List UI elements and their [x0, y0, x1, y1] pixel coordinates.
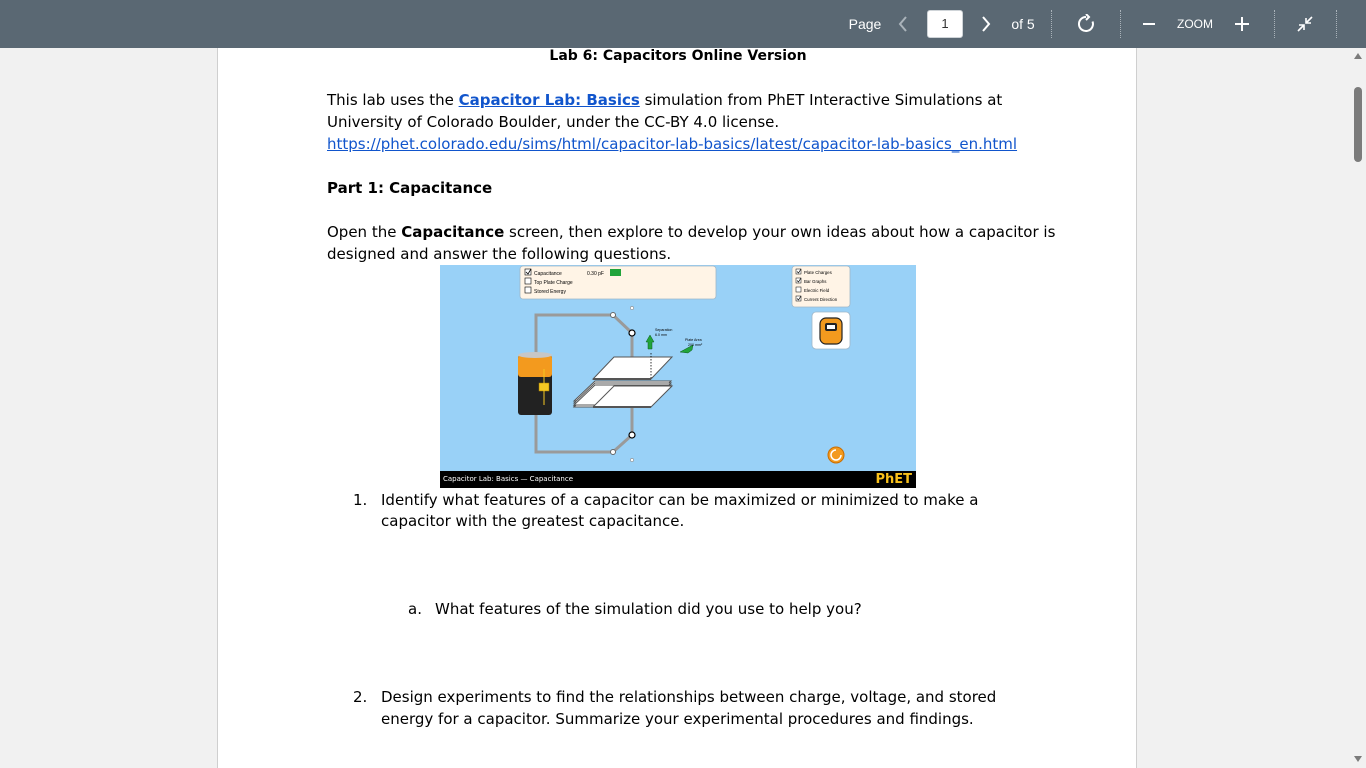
scroll-up-arrow-icon[interactable] — [1354, 53, 1362, 59]
question-2-number: 2. — [353, 688, 368, 706]
sim-electric-field-label: Electric Field — [804, 288, 830, 293]
scroll-down-arrow-icon[interactable] — [1354, 756, 1362, 762]
intro-text-cont: simulation from PhET Interactive Simulations at — [639, 91, 1003, 109]
minus-icon[interactable] — [1140, 0, 1158, 48]
sim-plate-area-value: 200 mm² — [688, 343, 703, 347]
sim-stored-energy-label: Stored Energy — [534, 289, 566, 295]
sim-capacitance-value: 0.30 pF — [587, 271, 604, 277]
separation-arrow-icon — [646, 335, 654, 349]
question-2-line1: Design experiments to find the relationships between charge, voltage, and stored — [381, 688, 997, 706]
page-number-input[interactable]: 1 — [927, 10, 963, 38]
question-1-number: 1. — [353, 491, 368, 509]
chevron-left-icon[interactable] — [893, 0, 913, 48]
toolbar-divider — [1051, 10, 1052, 38]
toolbar-divider — [1336, 10, 1337, 38]
plus-icon[interactable] — [1232, 0, 1252, 48]
toolbar-divider — [1274, 10, 1275, 38]
zoom-label: ZOOM — [1177, 17, 1213, 31]
sim-plate-area-label: Plate Area — [685, 338, 702, 342]
intro-paragraph-line2: University of Colorado Boulder, under the CC-BY 4.0 license. — [327, 113, 780, 131]
question-1a-text: What features of the simulation did you use to help you? — [435, 600, 862, 618]
instruction-text-cont: screen, then explore to develop your own ideas about how a capacitor is — [504, 223, 1056, 241]
sim-footer-caption: Capacitor Lab: Basics — Capacitance — [443, 475, 574, 483]
page-label: Page — [848, 16, 882, 32]
page-count: of 5 — [1011, 16, 1035, 32]
simulation-url-link[interactable]: https://phet.colorado.edu/sims/html/capacitor-lab-basics/latest/capacitor-lab-basics_en.html — [327, 135, 1018, 153]
document-title: Lab 6: Capacitors Online Version — [549, 48, 807, 64]
phet-logo: PhET — [875, 472, 912, 487]
capacitor-lab-link[interactable]: Capacitor Lab: Basics — [458, 91, 640, 109]
simulation-screenshot — [440, 265, 916, 488]
sim-current-direction-label: Current Direction — [804, 297, 838, 302]
intro-paragraph-line1 — [327, 89, 1002, 111]
sim-bar-graphs-label: Bar Graphs — [804, 279, 827, 284]
sim-separation-label: Separation — [655, 328, 673, 332]
toolbar-divider — [1120, 10, 1121, 38]
capacitance-bar — [610, 269, 621, 276]
question-1a-letter: a. — [408, 600, 422, 618]
question-1-line2: capacitor with the greatest capacitance. — [381, 512, 685, 530]
instruction-text: Open the — [327, 223, 402, 241]
sim-footer-bar — [440, 471, 916, 488]
sim-separation-value: 6.0 mm — [655, 333, 667, 337]
exit-fullscreen-icon[interactable] — [1294, 0, 1316, 48]
sim-plate-charges-label: Plate Charges — [804, 270, 832, 275]
pdf-toolbar — [0, 0, 1366, 48]
part1-heading: Part 1: Capacitance — [327, 179, 493, 197]
rotate-icon[interactable] — [1074, 0, 1098, 48]
instruction-line1 — [327, 221, 1055, 243]
sim-top-plate-label: Top Plate Charge — [534, 280, 573, 286]
question-1-line1: Identify what features of a capacitor can be maximized or minimized to make a — [381, 491, 979, 509]
intro-text: This lab uses the — [327, 91, 459, 109]
instruction-bold: Capacitance — [401, 223, 505, 241]
chevron-right-icon[interactable] — [976, 0, 996, 48]
instruction-line2: designed and answer the following questions. — [327, 245, 672, 263]
question-2-line2: energy for a capacitor. Summarize your experimental procedures and findings. — [381, 710, 974, 728]
sim-capacitance-label: Capacitance — [534, 271, 562, 277]
document-page — [217, 48, 1137, 768]
scrollbar-thumb[interactable] — [1354, 87, 1362, 162]
